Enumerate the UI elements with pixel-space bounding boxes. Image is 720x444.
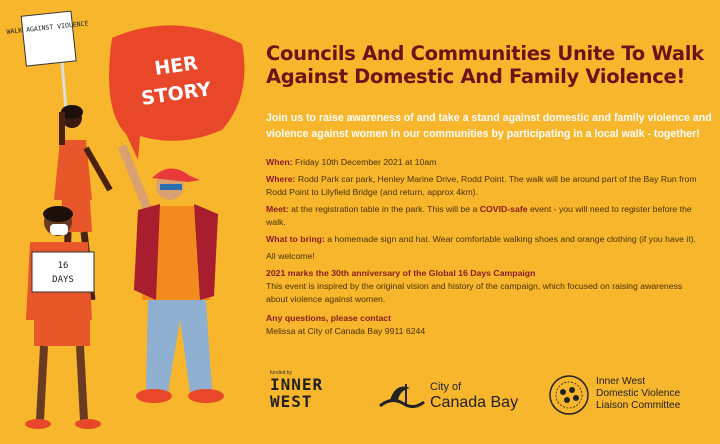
svg-text:DAYS: DAYS (52, 275, 74, 285)
where-text: Rodd Park car park, Henley Marine Drive, Rodd Point. The walk will be around part of the Bay Run from Rodd Point to Lilyfield Bridge (and return, approx 4km). (266, 174, 697, 197)
her-story-bubble (109, 25, 244, 160)
inner-west-funded-by: funded by (270, 370, 292, 376)
bring-text: a homemade sign and hat. Wear comfortable walking shoes and orange clothing (if you have it). (324, 234, 697, 244)
contact-text: Melissa at City of Canada Bay 9911 6244 (266, 326, 426, 336)
contact-block (266, 312, 704, 338)
sponsor-logos (260, 364, 720, 424)
walk-sign (5, 9, 92, 67)
anniversary-text: This event is inspired by the original vision and history of the campaign, which focused on raising awareness about violence against women. (266, 281, 683, 304)
svg-text:WALK AGAINST VIOLENCE: WALK AGAINST VIOLENCE (6, 19, 89, 36)
sixteen-days-sign (32, 252, 94, 292)
canada-bay-logo (376, 380, 536, 420)
when-label: When: (266, 157, 293, 167)
iwdvlc-seal-icon (548, 374, 590, 416)
canada-bay-line-2: Canada Bay (430, 394, 519, 411)
iwdvlc-name (596, 376, 680, 412)
bring-label: What to bring: (266, 234, 325, 244)
svg-text:HER: HER (153, 52, 200, 80)
iwdvlc-logo (548, 372, 718, 422)
canada-bay-emblem-icon (376, 380, 426, 416)
when-line (266, 156, 704, 169)
inner-west-line-1: INNER (270, 375, 324, 394)
meet-text-before: at the registration table in the park. This will be a (288, 204, 480, 214)
meet-label: Meet: (266, 204, 289, 214)
event-title (266, 42, 712, 88)
iwdvlc-line-3: Liaison Committee (596, 400, 681, 411)
welcome-line: All welcome! (266, 251, 315, 261)
meet-text-after: event - you will need to register before the walk. (266, 204, 692, 227)
svg-text:16: 16 (57, 261, 69, 271)
bring-line (266, 233, 704, 246)
when-text: Friday 10th December 2021 at 10am (292, 157, 437, 167)
title-line-1: Councils And Communities Unite To Walk (266, 42, 704, 65)
anniversary-heading: 2021 marks the 30th anniversary of the Global 16 Days Campaign (266, 268, 536, 278)
iwdvlc-line-2: Domestic Violence (596, 388, 681, 399)
meet-line (266, 203, 704, 229)
where-line (266, 173, 704, 199)
iwdvlc-line-1: Inner West (596, 376, 646, 387)
svg-text:STORY: STORY (139, 78, 213, 110)
inner-west-line-2: WEST (270, 392, 313, 411)
inner-west-logo (270, 370, 350, 422)
covid-safe-highlight: COVID-safe (479, 204, 528, 214)
intro-text: Join us to raise awareness of and take a stand against domestic and family violence and violence against women in our communities by participating in a local walk - together! (266, 112, 712, 140)
contact-heading: Any questions, please contact (266, 313, 392, 323)
where-label: Where: (266, 174, 296, 184)
canada-bay-line-1: City of (430, 381, 462, 393)
event-details (266, 156, 704, 342)
title-line-2: Against Domestic And Family Violence! (266, 65, 686, 88)
anniversary-block (266, 267, 704, 306)
marchers-illustration (0, 0, 262, 444)
